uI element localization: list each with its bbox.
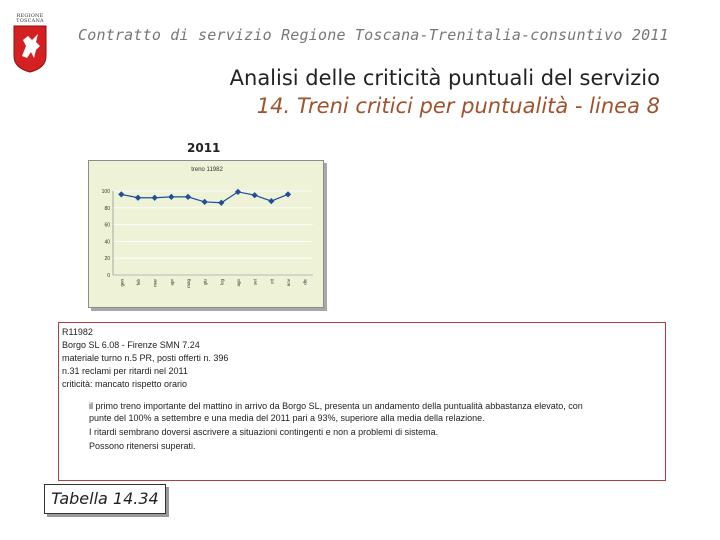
y-tick-label: 80 [104, 205, 110, 212]
report-header: Contratto di servizio Regione Toscana-Trenitalia-consuntivo 2011 [78, 26, 669, 44]
x-tick-label: mar [152, 279, 158, 287]
data-point [218, 200, 224, 206]
info-line: n.31 reclami per ritardi nel 2011 [62, 366, 188, 376]
x-tick-label: dic [302, 279, 308, 285]
info-line: R11982 [62, 327, 93, 337]
data-point [118, 191, 124, 197]
page-subtitle: 14. Treni critici per puntualità - linea 8 [256, 94, 660, 118]
logo-line-1: REGIONE [16, 13, 44, 19]
data-point [268, 198, 274, 204]
data-point [285, 191, 291, 197]
info-line: Borgo SL 6.08 - Firenze SMN 7.24 [62, 340, 200, 350]
train-info-box [58, 322, 666, 481]
y-tick-label: 0 [107, 273, 110, 279]
x-tick-label: ago [236, 279, 241, 287]
punctuality-line-chart [89, 161, 323, 307]
x-tick-label: giu [202, 279, 208, 286]
y-tick-label: 20 [104, 256, 110, 263]
y-tick-label: 100 [101, 189, 110, 195]
info-paragraph-line: punte del 100% a settembre e una media del 2011 pari a 93%, superiore alla media della relazione. [89, 413, 485, 423]
x-tick-label: apr [169, 279, 175, 286]
x-tick-label: mag [186, 279, 191, 288]
info-paragraph-line: Possono ritenersi superati. [89, 441, 196, 451]
logo-line-2: TOSCANA [16, 18, 44, 24]
x-tick-label: gen [119, 279, 125, 287]
data-point [252, 192, 258, 198]
regione-toscana-logo [8, 14, 52, 74]
x-tick-label: lug [219, 279, 225, 286]
data-point [202, 199, 208, 205]
table-reference-label: Tabella 14.34 [44, 484, 166, 514]
info-line: materiale turno n.5 PR, posti offerti n. 396 [62, 353, 229, 363]
chart-year: 2011 [187, 141, 221, 155]
data-point [152, 195, 158, 201]
x-tick-label: feb [136, 279, 141, 286]
chart-title: treno 11982 [191, 167, 223, 173]
data-point [235, 189, 241, 195]
pegasus-shield-icon [8, 24, 52, 74]
chart-panel [88, 160, 324, 308]
y-tick-label: 40 [104, 239, 110, 246]
data-point [168, 194, 174, 200]
data-point [185, 194, 191, 200]
info-paragraph-line: I ritardi sembrano doversi ascrivere a situazioni contingenti e non a problemi di sistema. [89, 427, 439, 437]
info-paragraph-line: il primo treno importante del mattino in arrivo da Borgo SL, presenta un andamento della puntualità abbastanza elevato, con [89, 401, 583, 411]
x-tick-label: set [252, 279, 258, 286]
y-tick-label: 60 [104, 222, 110, 229]
x-tick-label: nov [286, 279, 291, 287]
x-tick-label: ott [269, 279, 275, 285]
info-line: criticità: mancato rispetto orario [62, 379, 188, 389]
data-point [135, 195, 141, 201]
page-title: Analisi delle criticità puntuali del servizio [229, 66, 660, 90]
